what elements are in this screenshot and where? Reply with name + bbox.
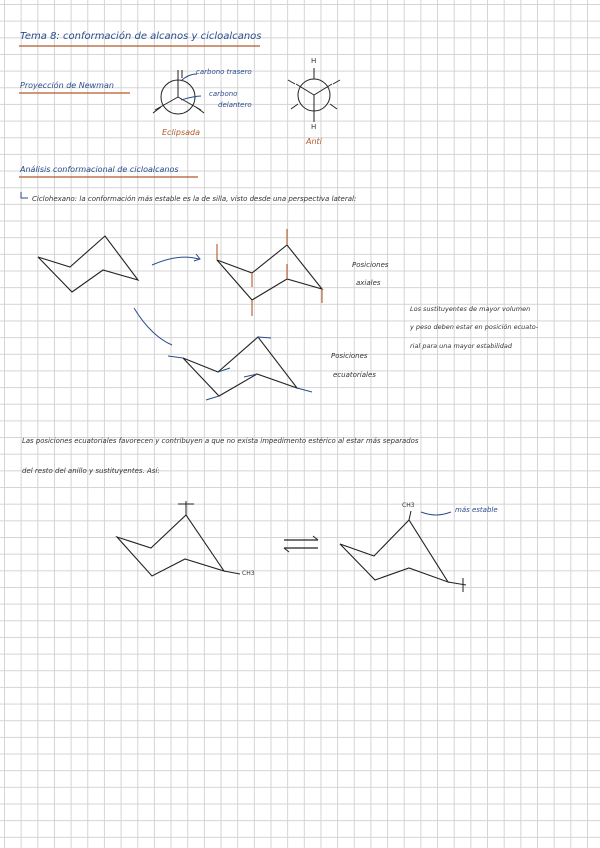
- label-anti: Anti: [306, 137, 322, 146]
- most-stable-label: más estable: [455, 506, 498, 514]
- equatorial-label-2: ecuatoriales: [333, 371, 376, 379]
- newman-heading: Proyección de Newman: [20, 81, 114, 90]
- label-eclipsed: Eclipsada: [162, 128, 201, 137]
- page-title: Tema 8: conformación de alcanos y cicloalcanos: [20, 31, 262, 42]
- note-line-1: Los sustituyentes de mayor volumen: [410, 305, 531, 313]
- h-top: H: [311, 57, 317, 65]
- h-bottom: H: [311, 123, 317, 131]
- note-line-2: y peso deben estar en posición ecuato-: [410, 323, 539, 331]
- cyclohexane-intro: Ciclohexano: la conformación más estable es la de silla, visto desde una perspectiva lateral:: [32, 195, 357, 203]
- equatorial-label-1: Posiciones: [331, 352, 368, 360]
- ch3-axial-label: CH3: [242, 570, 255, 577]
- axial-label-2: axiales: [356, 279, 381, 287]
- axial-label-1: Posiciones: [352, 261, 389, 269]
- ch3-equatorial-label: CH3: [402, 502, 415, 509]
- label-rear-carbon: carbono trasero: [196, 68, 252, 76]
- note-line-3: rial para una mayor estabilidad: [410, 342, 513, 350]
- equatorial-text-1: Las posiciones ecuatoriales favorecen y contribuyen a que no exista impedimento estérico al estar más separados: [22, 437, 419, 445]
- cyclo-heading: Análisis conformacional de cicloalcanos: [20, 165, 179, 174]
- equatorial-text-2: del resto del anillo y sustituyentes. Así:: [22, 467, 160, 475]
- label-front-carbon-2: delantero: [218, 101, 252, 109]
- label-front-carbon-1: carbono: [209, 90, 238, 98]
